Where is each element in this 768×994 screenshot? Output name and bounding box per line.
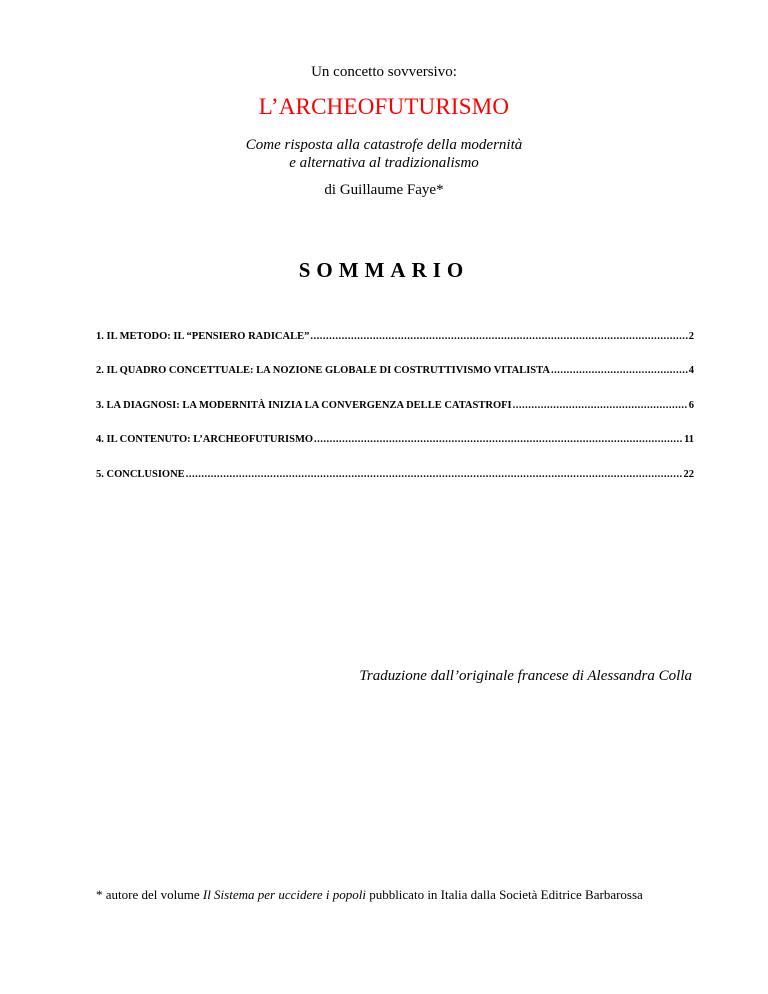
toc-entry-page: 4 (688, 365, 694, 377)
toc-entry-label: 1. IL METODO: IL “PENSIERO RADICALE” (96, 331, 310, 342)
toc-leader-dots (186, 469, 683, 480)
intro-line: Un concetto sovversivo: (311, 64, 457, 80)
toc-leader-dots (314, 434, 683, 445)
document-title: L’ARCHEOFUTURISMO (258, 94, 510, 119)
toc-entry-label: 4. IL CONTENUTO: L’ARCHEOFUTURISMO (96, 434, 314, 446)
toc-entry-page: 11 (684, 434, 694, 446)
subtitle-line-2: e alternativa al tradizionalismo (289, 155, 479, 171)
subtitle-line-1: Come risposta alla catastrofe della modernità (245, 137, 523, 153)
toc-entry-page: 6 (688, 399, 694, 411)
toc-leader-dots (310, 331, 687, 342)
toc-leader-dots (513, 400, 688, 411)
footnote (96, 887, 643, 903)
toc-entry-4[interactable] (96, 434, 694, 451)
toc-entry-label: 2. IL QUADRO CONCETTUALE: LA NOZIONE GLOBALE DI COSTRUTTIVISMO VITALISTA (96, 365, 550, 377)
toc-entry-page: 2 (688, 331, 694, 342)
toc-entry-2[interactable] (96, 365, 694, 382)
toc-entry-5[interactable] (96, 469, 694, 486)
footnote-suffix: pubblicato in Italia dalla Società Editrice Barbarossa (365, 887, 643, 902)
footnote-prefix: * autore del volume (96, 887, 203, 902)
toc-entry-1[interactable] (96, 331, 694, 348)
toc-leader-dots (551, 365, 688, 376)
toc-entry-3[interactable] (96, 400, 694, 417)
toc-entry-page: 22 (683, 468, 694, 480)
footnote-book-title: Il Sistema per uccidere i popoli (202, 887, 366, 902)
table-of-contents (96, 331, 694, 503)
toc-heading: SOMMARIO (298, 258, 470, 282)
author-line: di Guillaume Faye* (324, 182, 444, 198)
translation-credit: Traduzione dall’originale francese di Alessandra Colla (359, 668, 692, 684)
toc-entry-label: 3. LA DIAGNOSI: LA MODERNITÀ INIZIA LA CONVERGENZA DELLE CATASTROFI (96, 399, 512, 411)
toc-entry-label: 5. CONCLUSIONE (96, 468, 185, 480)
document-subtitle (0, 136, 768, 172)
